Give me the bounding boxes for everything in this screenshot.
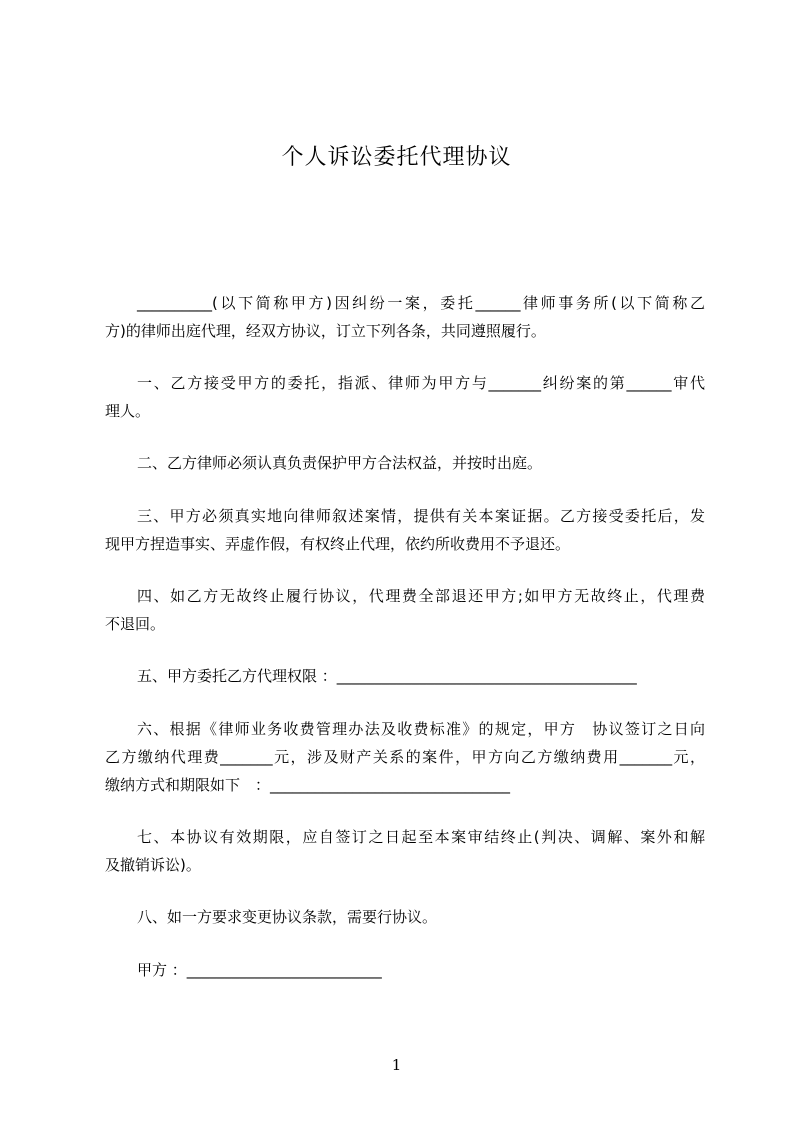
clause-4-line-2: 不退回。 [105,615,166,633]
clause-2-line-1: 二、乙方律师必须认真负责保护甲方合法权益，并按时出庭。 [137,454,543,472]
clause-7-line-1: 七、本协议有效期限，应自签订之日起至本案审结终止(判决、调解、案外和解 [137,828,705,846]
clause-1-line-2: 理人。 [105,402,151,420]
clause-6-line-2: 乙方缴纳代理费_______元，涉及财产关系的案件，甲方向乙方缴纳费用_______元， [105,748,705,766]
preamble-line-1: __________(以下简称甲方)因纠纷一案，委托______律师事务所(以下简称乙 [137,294,705,312]
clause-7-line-2: 及撤销诉讼)。 [105,856,201,874]
clause-8-line-1: 八、如一方要求变更协议条款，需要行协议。 [137,908,438,926]
clause-6-line-1: 六、根据《律师业务收费管理办法及收费标准》的规定，甲方 协议签订之日向 [137,720,705,738]
clause-5-line-1: 五、甲方委托乙方代理权限 ：________________________________________ [137,667,637,685]
page-number: 1 [391,1056,402,1074]
document-title: 个人诉讼委托代理协议 [281,145,512,170]
clause-3-line-2: 现甲方捏造事实、弄虚作假，有权终止代理，依约所收费用不予退还。 [105,535,571,553]
clause-3-line-1: 三、甲方必须真实地向律师叙述案情，提供有关本案证据。乙方接受委托后，发 [137,507,705,525]
clause-1-line-1: 一、乙方接受甲方的委托，指派、律师为甲方与_______纠纷案的第______审代 [137,374,705,392]
clause-6-line-3: 缴纳方式和期限如下 ：________________________________ [105,776,511,794]
signature-party-a: 甲方 ：__________________________ [137,961,382,979]
clause-4-line-1: 四、如乙方无故终止履行协议，代理费全部退还甲方;如甲方无故终止，代理费 [137,587,705,605]
preamble-line-2: 方)的律师出庭代理，经双方协议，订立下列各条，共同遵照履行。 [105,322,546,340]
